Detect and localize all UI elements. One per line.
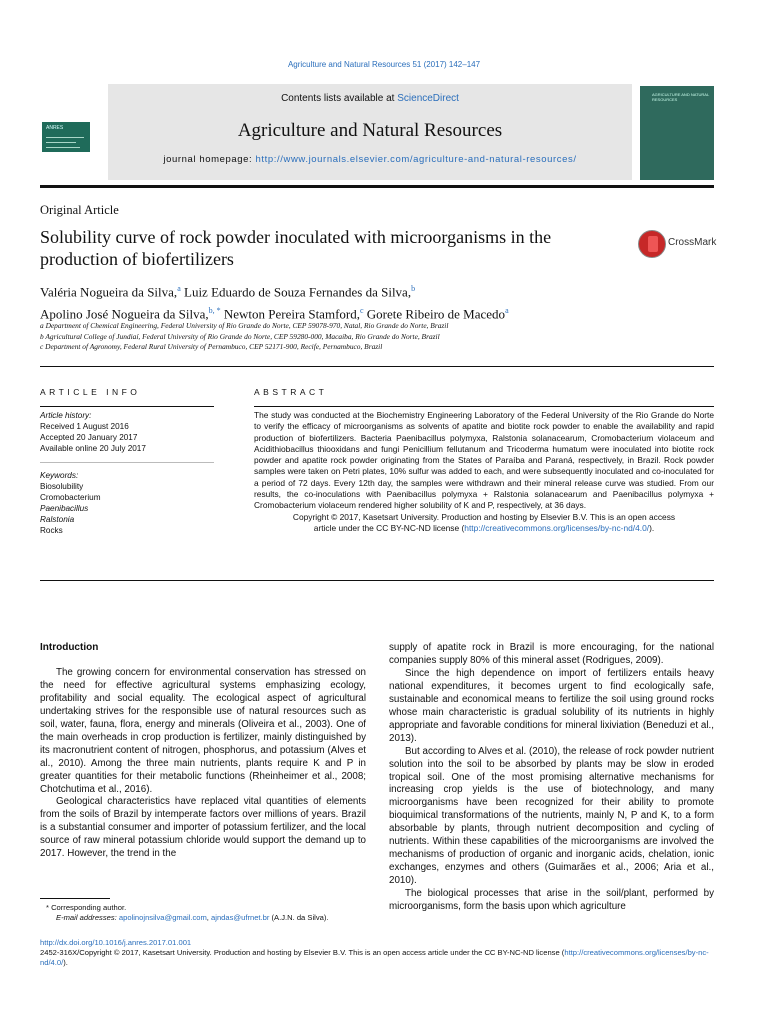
abstract-text: The study was conducted at the Biochemistry Engineering Laboratory of the Federal University of the Rio Grande do Norte to verify the efficacy of microorganisms as solvents of apatite and biotite rock powder to enable the availability and rapid production of biofertilizers. Bacteria Paenibacillus polymyxa, Ralstonia solanacearum, Cromobacterium violaceum and Acidithiobacillus thiooxidans and fungi Penicillium fellutanum and Tricoderma humatum were inoculated into biotite rock powder and apatite rock powder originating from the States of Paraíba and Paraná, respectively, in Brazil. Rock powder samples were taken on Petri plates, 10% sulfur was added to each, and were subsequently inoculated and co-inoculated for a period of 72 days. Every 12th day, the samples were withdrawn and their mineral release curve was studied. From our results, the co-inoculations with Paenibacillus polymyxa + Ralstonia solanacearum and Paenibacillus polymyxa + Cromobacterium violaceum rendered higher solubility of K and P, respectively, at 36 days. — [254, 410, 714, 511]
abstract-copyright: Copyright © 2017, Kasetsart University. Production and hosting by Elsevier B.V. This is an open access article under the CC BY-NC-ND license (http://creativecommons.org/licenses/by-nc-nd/4.0/). — [292, 511, 676, 533]
crossmark-button[interactable] — [636, 230, 732, 258]
license-link[interactable]: http://creativecommons.org/licenses/by-nc-nd/4.0/ — [464, 522, 650, 533]
publication-info: http://dx.doi.org/10.1016/j.anres.2017.01.001 2452-316X/Copyright © 2017, Kasetsart University. Production and hosting by Elsevier B.V. This is an open access article under the CC BY-NC-ND license (http://creativecommons.org/licenses/by-nc-nd/4.0/). — [40, 938, 709, 967]
section-heading: Introduction — [40, 642, 99, 653]
running-header[interactable]: Agriculture and Natural Resources 51 (2017) 142–147 — [287, 60, 481, 69]
author-name: Apolino José Nogueira da Silva, — [40, 306, 209, 322]
keyword-item: Rocks — [40, 526, 63, 535]
email-link[interactable]: ajndas@ufrnet.br — [211, 913, 270, 922]
cover-text: AGRICULTURE AND NATURAL RESOURCES — [652, 92, 710, 102]
author-affil-link[interactable]: c — [359, 306, 364, 316]
history-item: Received 1 August 2016 — [40, 422, 129, 431]
affiliation-item: c Department of Agronomy, Federal Rural University of Pernambuco, CEP 52171-900, Recife, Pernambuco, Brazil — [40, 342, 383, 351]
keyword-item: Cromobacterium — [40, 493, 101, 502]
author-name: Gorete Ribeiro de Macedo — [363, 306, 506, 322]
history-item: Accepted 20 January 2017 — [40, 433, 138, 442]
keyword-item: Ralstonia — [40, 515, 75, 524]
author-list — [40, 279, 700, 324]
homepage-link[interactable]: http://www.journals.elsevier.com/agriculture-and-natural-resources/ — [255, 154, 577, 165]
article-info-heading: ARTICLE INFO — [40, 387, 141, 397]
affiliation-item: b Agricultural College of Jundiaí, Federal University of Rio Grande do Norte, CEP 59280-000, Macaíba, Rio Grande do Norte, Brazil — [40, 331, 440, 341]
article-type: Original Article — [40, 203, 119, 217]
corresponding-author: * Corresponding author. — [46, 903, 127, 912]
footnote-rule — [40, 898, 110, 899]
sciencedirect-link[interactable]: ScienceDirect — [397, 93, 459, 104]
email-link[interactable]: apolinojnsilva@gmail.com — [118, 913, 207, 922]
history-item: Available online 20 July 2017 — [40, 444, 146, 453]
author-line-1 — [40, 279, 700, 301]
journal-homepage — [140, 153, 600, 166]
article-title: Solubility curve of rock powder inoculated with microorganisms in the production of biofertilizers — [40, 227, 552, 269]
body-paragraph: The growing concern for environmental conservation has stressed on the need for effective agricultural systems emphasizing ecology, profitability and social equality. The ecological aspect of agricultural undertaking strives for the responsible use of natural resources such as soil, water, fauna, flora, energy and minerals (Oliveira et al., 2003). One of the main overheads in crop production is fertilizer, mainly distinguished by its macronutrient content of nitrogen, phosphorus, and potassium (Alves et al., 2010). Among the three main nutrients, plants require K and P in greater quantities for their metabolic functions (Rheinheimer et al., 2008; Chotchutima et al., 2016). — [40, 666, 366, 795]
masthead-rule — [40, 185, 714, 188]
doi-link[interactable]: http://dx.doi.org/10.1016/j.anres.2017.01.001 — [40, 938, 192, 947]
license-link[interactable]: http://creativecommons.org/licenses/by-nc-nd/4.0/ — [40, 948, 709, 967]
affiliation-item: a Department of Chemical Engineering, Federal University of Rio Grande do Norte, CEP 59078-970, Natal, Rio Grande do Norte, Brazil — [40, 321, 449, 330]
author-name: Valéria Nogueira da Silva, — [40, 284, 178, 300]
footnote: * Corresponding author. E-mail addresses: apolinojnsilva@gmail.com, ajndas@ufrnet.br (A.J.N. da Silva). — [46, 903, 376, 923]
crossmark-label: CrossMark — [668, 237, 717, 248]
author-affil-link[interactable]: b — [411, 284, 416, 293]
history-label: Article history: — [40, 411, 92, 420]
body-paragraph: supply of apatite rock in Brazil is more encouraging, for the national companies supply 80% of this mineral asset (Rodrigues, 2009). — [389, 642, 714, 666]
body-paragraph: The biological processes that arise in the soil/plant, performed by microorganisms, form the basis upon which agriculture — [389, 888, 714, 913]
body-paragraph: But according to Alves et al. (2010), the release of rock powder nutrient solution into the soil to be absorbed by plants may be slow in eroded tropical soil. One of the most promising alternative mechanisms for increasing crop yields is the use of biotechnology, and many microorganisms have been recognized for their ability to promote bioquimical transformations of the nutrients, mainly N, P and K, to a form absorbable by plants, through nutrient decomposition and cycling of nutrients. Within these capabilities of the microorganisms are involved the mechanisms of production of organic and inorganic acids, chelation, ionic exchanges, enzymes and others (Guimarães et al., 2006; Aria et al., 2010). — [389, 745, 714, 887]
right-column — [389, 642, 714, 914]
author-name: Newton Pereira Stamford, — [220, 306, 360, 322]
keywords — [40, 470, 214, 536]
abstract-heading: ABSTRACT — [254, 387, 328, 397]
affiliations — [40, 321, 680, 353]
abstract-body — [254, 410, 714, 534]
logo-line — [46, 137, 84, 138]
keyword-item: Paenibacillus — [40, 504, 89, 513]
left-column — [40, 642, 366, 861]
divider — [40, 406, 214, 407]
logo-line — [46, 147, 80, 148]
divider — [40, 366, 714, 367]
journal-logo — [42, 122, 90, 152]
contents-line — [108, 93, 632, 104]
journal-cover-image[interactable] — [640, 86, 714, 180]
logo-text: ANRES — [46, 125, 64, 131]
body-paragraph: Geological characteristics have replaced vital quantities of elements from the soils of Brazil by intemperate factors over millions of years. Brazil is a substantial consumer and importer of potassium fertilizer, and the local source of raw mineral potassium chloride would support the demand up to 2017. However, the trend in the — [40, 796, 366, 860]
article-history — [40, 410, 214, 454]
author-affil-link[interactable]: b, * — [208, 306, 221, 316]
divider — [254, 406, 714, 407]
homepage-prefix: journal homepage: — [163, 154, 256, 165]
divider — [40, 462, 214, 463]
author-affil-link[interactable]: a — [177, 284, 181, 293]
logo-line — [46, 142, 76, 143]
crossmark-icon — [638, 230, 666, 258]
keyword-item: Biosolubility — [40, 482, 84, 491]
author-name: Luiz Eduardo de Souza Fernandes da Silva, — [180, 284, 412, 300]
contents-prefix: Contents lists available at — [281, 93, 398, 104]
body-paragraph: Since the high dependence on import of fertilizers entails heavy national expenditures, it becomes urgent to find ecologically safe, sustainable and economical means to fertilize the soil using ground rocks whose main characteristic is gradual solubility of its nutrients in highly appropriate and favorable conditions for mineral lixiviation (Beneduzi et al., 2013). — [389, 667, 714, 744]
crossmark-bookmark — [648, 236, 658, 252]
journal-title: Agriculture and Natural Resources — [237, 120, 503, 141]
author-affil-link[interactable]: a — [505, 306, 509, 316]
divider — [40, 580, 714, 581]
keywords-label: Keywords: — [40, 471, 79, 480]
